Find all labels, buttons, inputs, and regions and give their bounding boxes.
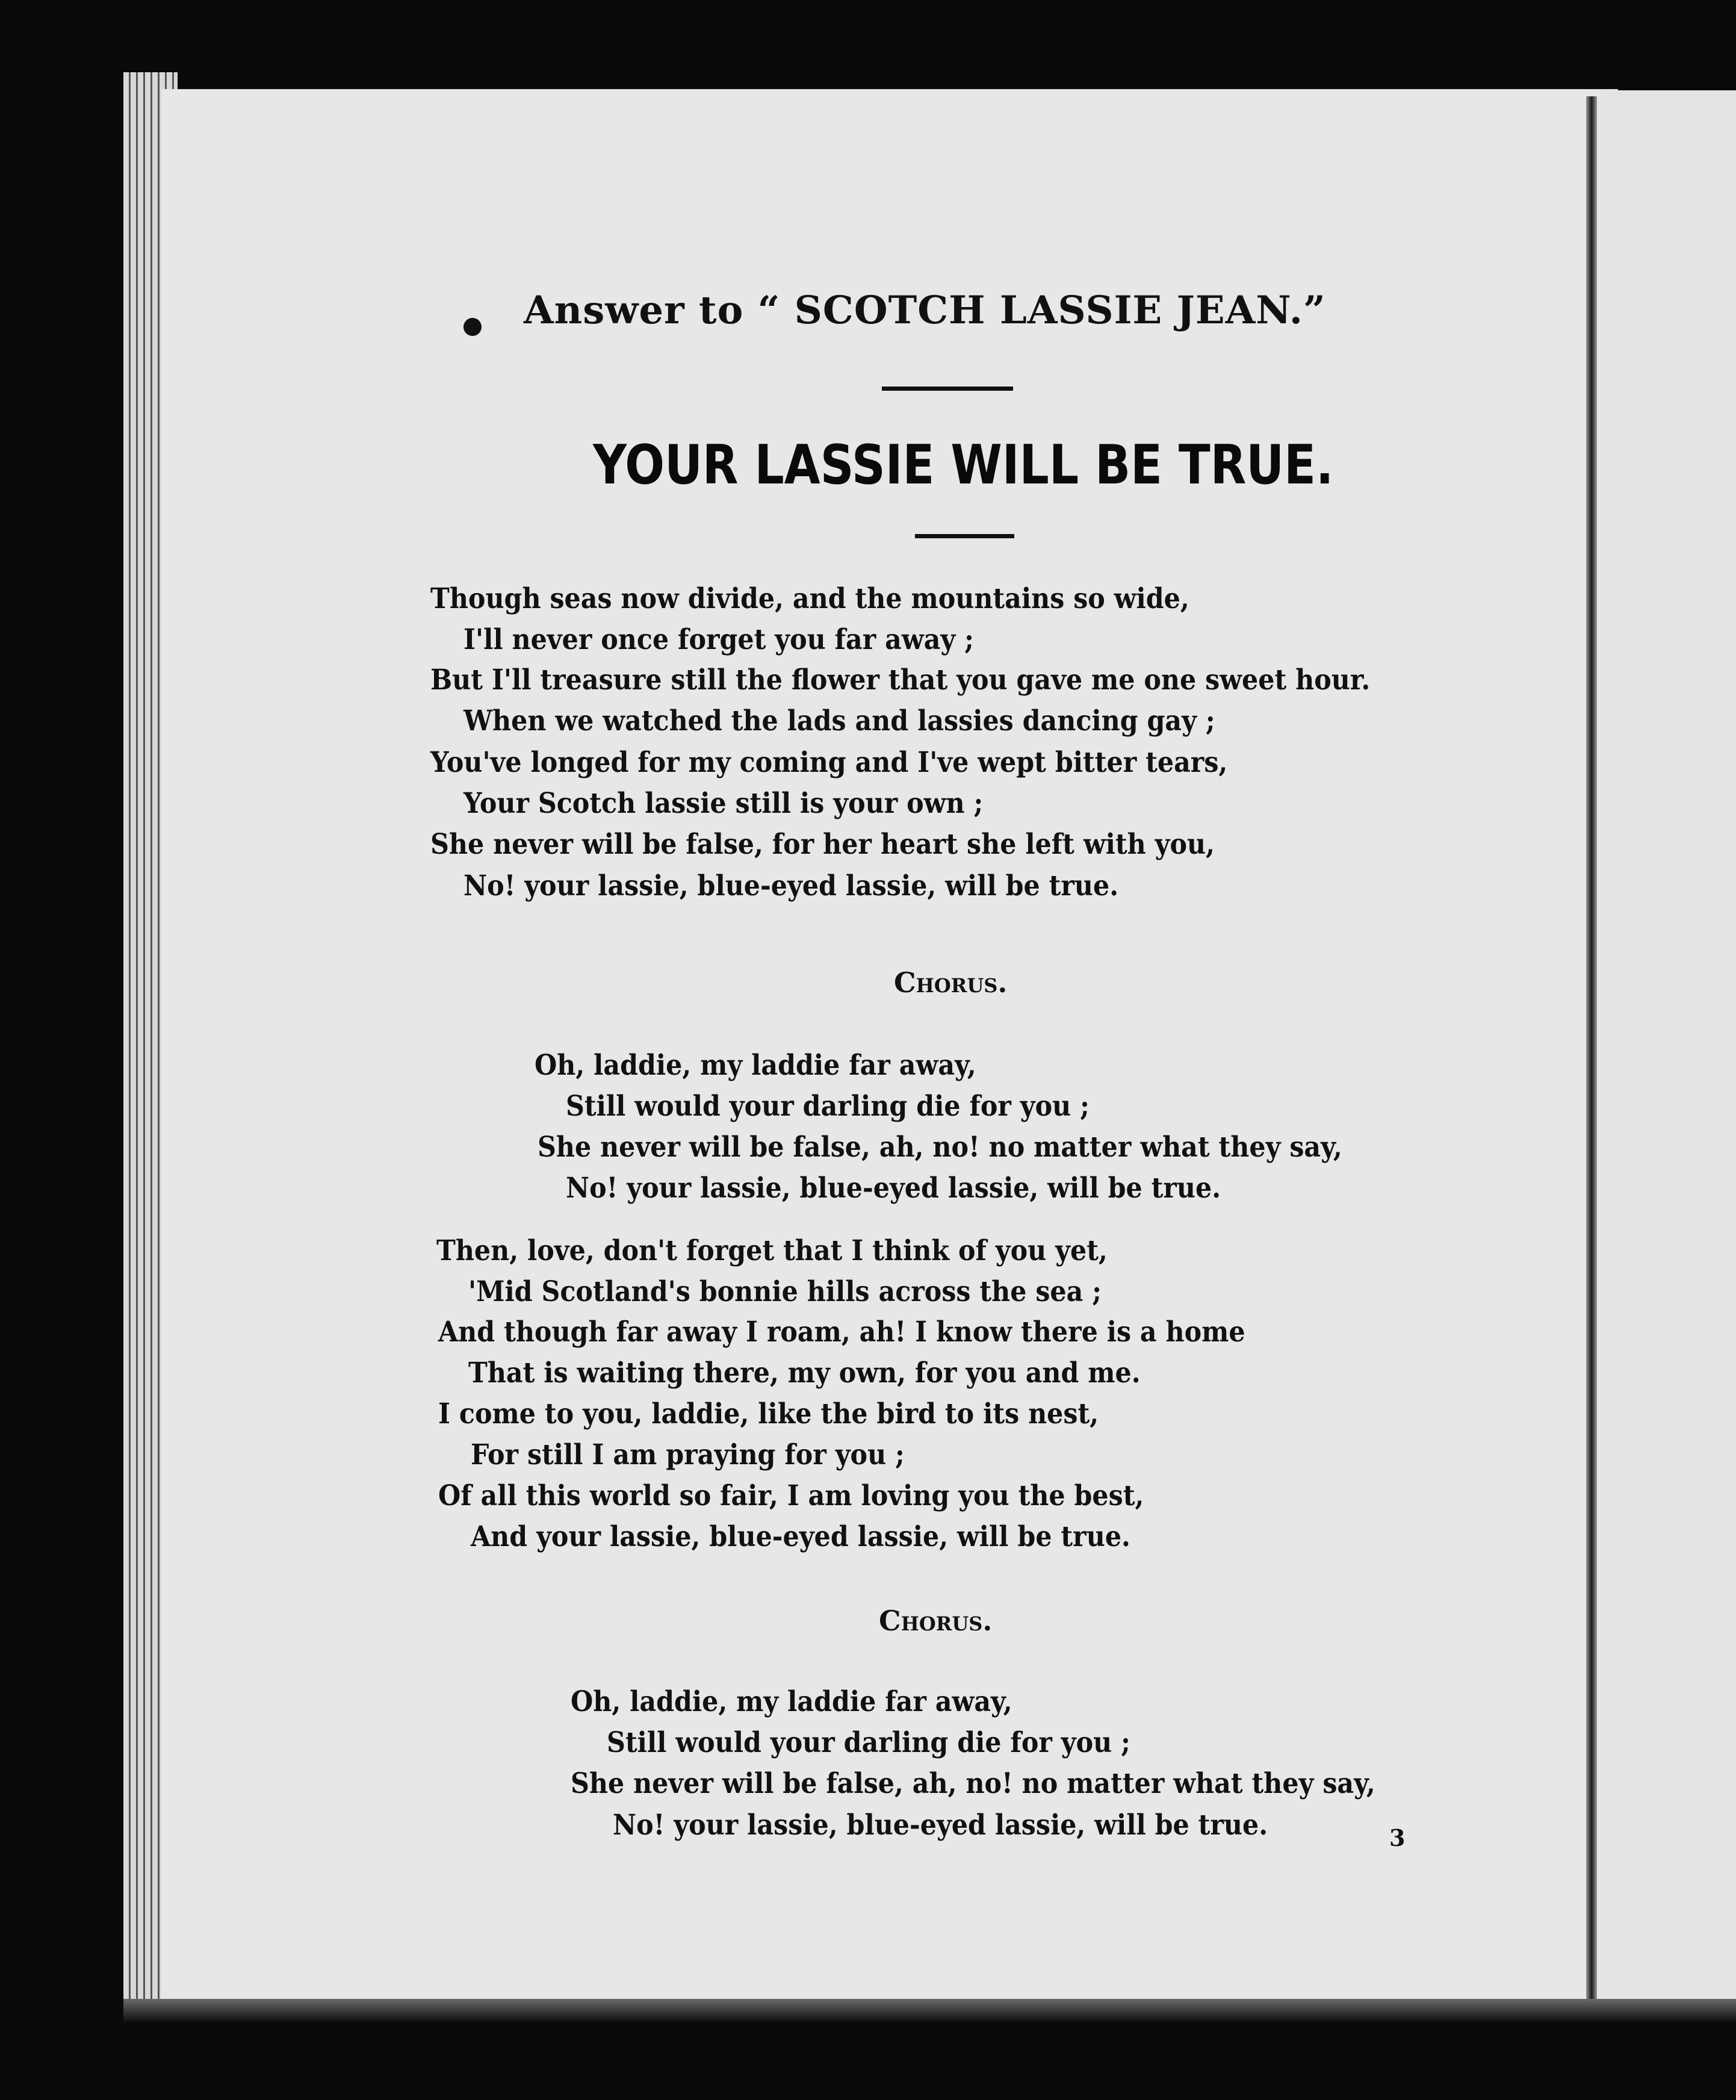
chorus-2-line: She never will be false, ah, no! no matter what they say, bbox=[571, 1767, 1375, 1800]
verse-1-line: No! your lassie, blue-eyed lassie, will be true. bbox=[463, 869, 1119, 902]
verse-2-line: Of all this world so fair, I am loving you the best, bbox=[438, 1479, 1144, 1512]
bottom-shadow bbox=[123, 1999, 1736, 2023]
verse-1-line: She never will be false, for her heart she left with you, bbox=[430, 828, 1215, 861]
chorus-label: Chorus. bbox=[894, 966, 1008, 999]
divider-rule-bottom bbox=[915, 534, 1014, 538]
song-title: YOUR LASSIE WILL BE TRUE. bbox=[593, 433, 1334, 497]
verse-2-line: That is waiting there, my own, for you and me. bbox=[468, 1356, 1141, 1390]
verse-1-line: Though seas now divide, and the mountains so wide, bbox=[430, 582, 1189, 615]
page-number: 3 bbox=[1389, 1824, 1406, 1851]
chorus-1-line: Still would your darling die for you ; bbox=[566, 1090, 1090, 1123]
facing-page-edge bbox=[1601, 90, 1736, 2011]
divider-rule-top bbox=[882, 387, 1013, 391]
verse-1-line: I'll never once forget you far away ; bbox=[463, 623, 974, 656]
chorus-1-line: Oh, laddie, my laddie far away, bbox=[535, 1049, 976, 1082]
ornament-dot bbox=[463, 318, 482, 336]
verse-1-line: When we watched the lads and lassies dancing gay ; bbox=[463, 704, 1215, 738]
chorus-1-line: She never will be false, ah, no! no matter what they say, bbox=[538, 1131, 1342, 1164]
verse-2-line: For still I am praying for you ; bbox=[471, 1438, 905, 1471]
book-gutter bbox=[1586, 96, 1597, 2005]
verse-1-line: But I'll treasure still the flower that you gave me one sweet hour. bbox=[430, 663, 1371, 697]
verse-2-line: Then, love, don't forget that I think of you yet, bbox=[436, 1234, 1108, 1267]
answer-heading: Answer to “ SCOTCH LASSIE JEAN.” bbox=[524, 288, 1326, 333]
verse-2-line: 'Mid Scotland's bonnie hills across the sea ; bbox=[468, 1275, 1102, 1308]
verse-2-line: And though far away I roam, ah! I know there is a home bbox=[438, 1316, 1245, 1349]
chorus-2-line: Oh, laddie, my laddie far away, bbox=[571, 1685, 1012, 1718]
chorus-1-line: No! your lassie, blue-eyed lassie, will be true. bbox=[566, 1172, 1221, 1205]
chorus-label: Chorus. bbox=[879, 1605, 993, 1637]
verse-2-line: I come to you, laddie, like the bird to its nest, bbox=[438, 1397, 1099, 1431]
verse-1-line: You've longed for my coming and I've wept bitter tears, bbox=[430, 746, 1228, 779]
verse-2-line: And your lassie, blue-eyed lassie, will be true. bbox=[471, 1520, 1130, 1553]
chorus-2-line: No! your lassie, blue-eyed lassie, will be true. bbox=[613, 1809, 1268, 1842]
verse-1-line: Your Scotch lassie still is your own ; bbox=[463, 787, 984, 820]
chorus-2-line: Still would your darling die for you ; bbox=[607, 1726, 1130, 1759]
